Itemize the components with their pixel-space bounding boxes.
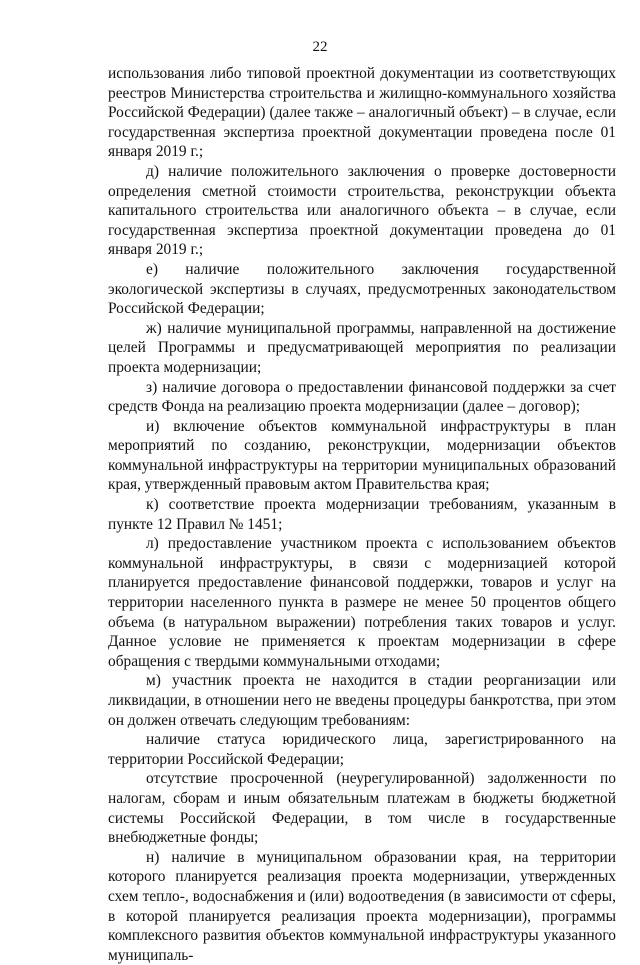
paragraph-i: и) включение объектов коммунальной инфраструктуры в план мероприятий по созданию, реконструкции, модернизации объектов коммунальной инфраструктуры на территории муниципальных образований края, утвержденный правовым актом Правительства края; bbox=[108, 417, 616, 494]
paragraph-m-requirement-2: отсутствие просроченной (неурегулированной) задолженности по налогам, сборам и иным обязательным платежам в бюджеты бюджетной системы Российской Федерации, в том числе в государственные внебюджетные фонды; bbox=[108, 770, 616, 847]
paragraph-m-requirement-1: наличие статуса юридического лица, зарегистрированного на территории Российской Федерации; bbox=[108, 731, 616, 768]
paragraph-zh: ж) наличие муниципальной программы, направленной на достижение целей Программы и предусматривающей мероприятия по реализации проекта модернизации; bbox=[108, 319, 616, 376]
paragraph-continuation: использования либо типовой проектной документации из соответствующих реестров Министерства строительства и жилищно-коммунального хозяйства Российской Федерации) (далее также – аналогичный объект) – в случае, если государственная экспертиза проектной документации проведена после 01 января 2019 г.; bbox=[108, 65, 616, 161]
paragraph-z: з) наличие договора о предоставлении финансовой поддержки за счет средств Фонда на реализацию проекта модернизации (далее – договор); bbox=[108, 378, 616, 416]
paragraph-d: д) наличие положительного заключения о проверке достоверности определения сметной стоимости строительства, реконструкции объекта капитального строительства или аналогичного объекта – в случае, если государственная экспертиза проектной документации проведена до 01 января 2019 г.; bbox=[108, 162, 616, 259]
paragraph-l: л) предоставление участником проекта с использованием объектов коммунальной инфраструктуры, в связи с модернизацией которой планируется предоставление финансовой поддержки, товаров и услуг на территории населенного пункта в размере не менее 50 процентов общего объема (в натуральном выражении) потребления таких товаров и услуг. Данное условие не применяется к проектам модернизации в сфере обращения с твердыми коммунальными отходами; bbox=[108, 535, 616, 670]
document-body bbox=[108, 64, 616, 965]
paragraph-m: м) участник проекта не находится в стадии реорганизации или ликвидации, в отношении него не введены процедуры банкротства, при этом он должен отвечать следующим требованиям: bbox=[108, 672, 616, 729]
paragraph-n: н) наличие в муниципальном образовании края, на территории которого планируется реализация проекта модернизации, утвержденных схем тепло-, водоснабжения и (или) водоотведения (в зависимости от сферы, в которой планируется реализация проекта модернизации), программы комплексного развития объектов коммунальной инфраструктуры указанного муниципаль- bbox=[108, 848, 616, 964]
paragraph-e: е) наличие положительного заключения государственной экологической экспертизы в случаях, предусмотренных законодательством Российской Федерации; bbox=[108, 260, 616, 318]
paragraph-k: к) соответствие проекта модернизации требованиям, указанным в пункте 12 Правил № 1451; bbox=[108, 496, 616, 533]
page-number: 22 bbox=[312, 39, 328, 55]
